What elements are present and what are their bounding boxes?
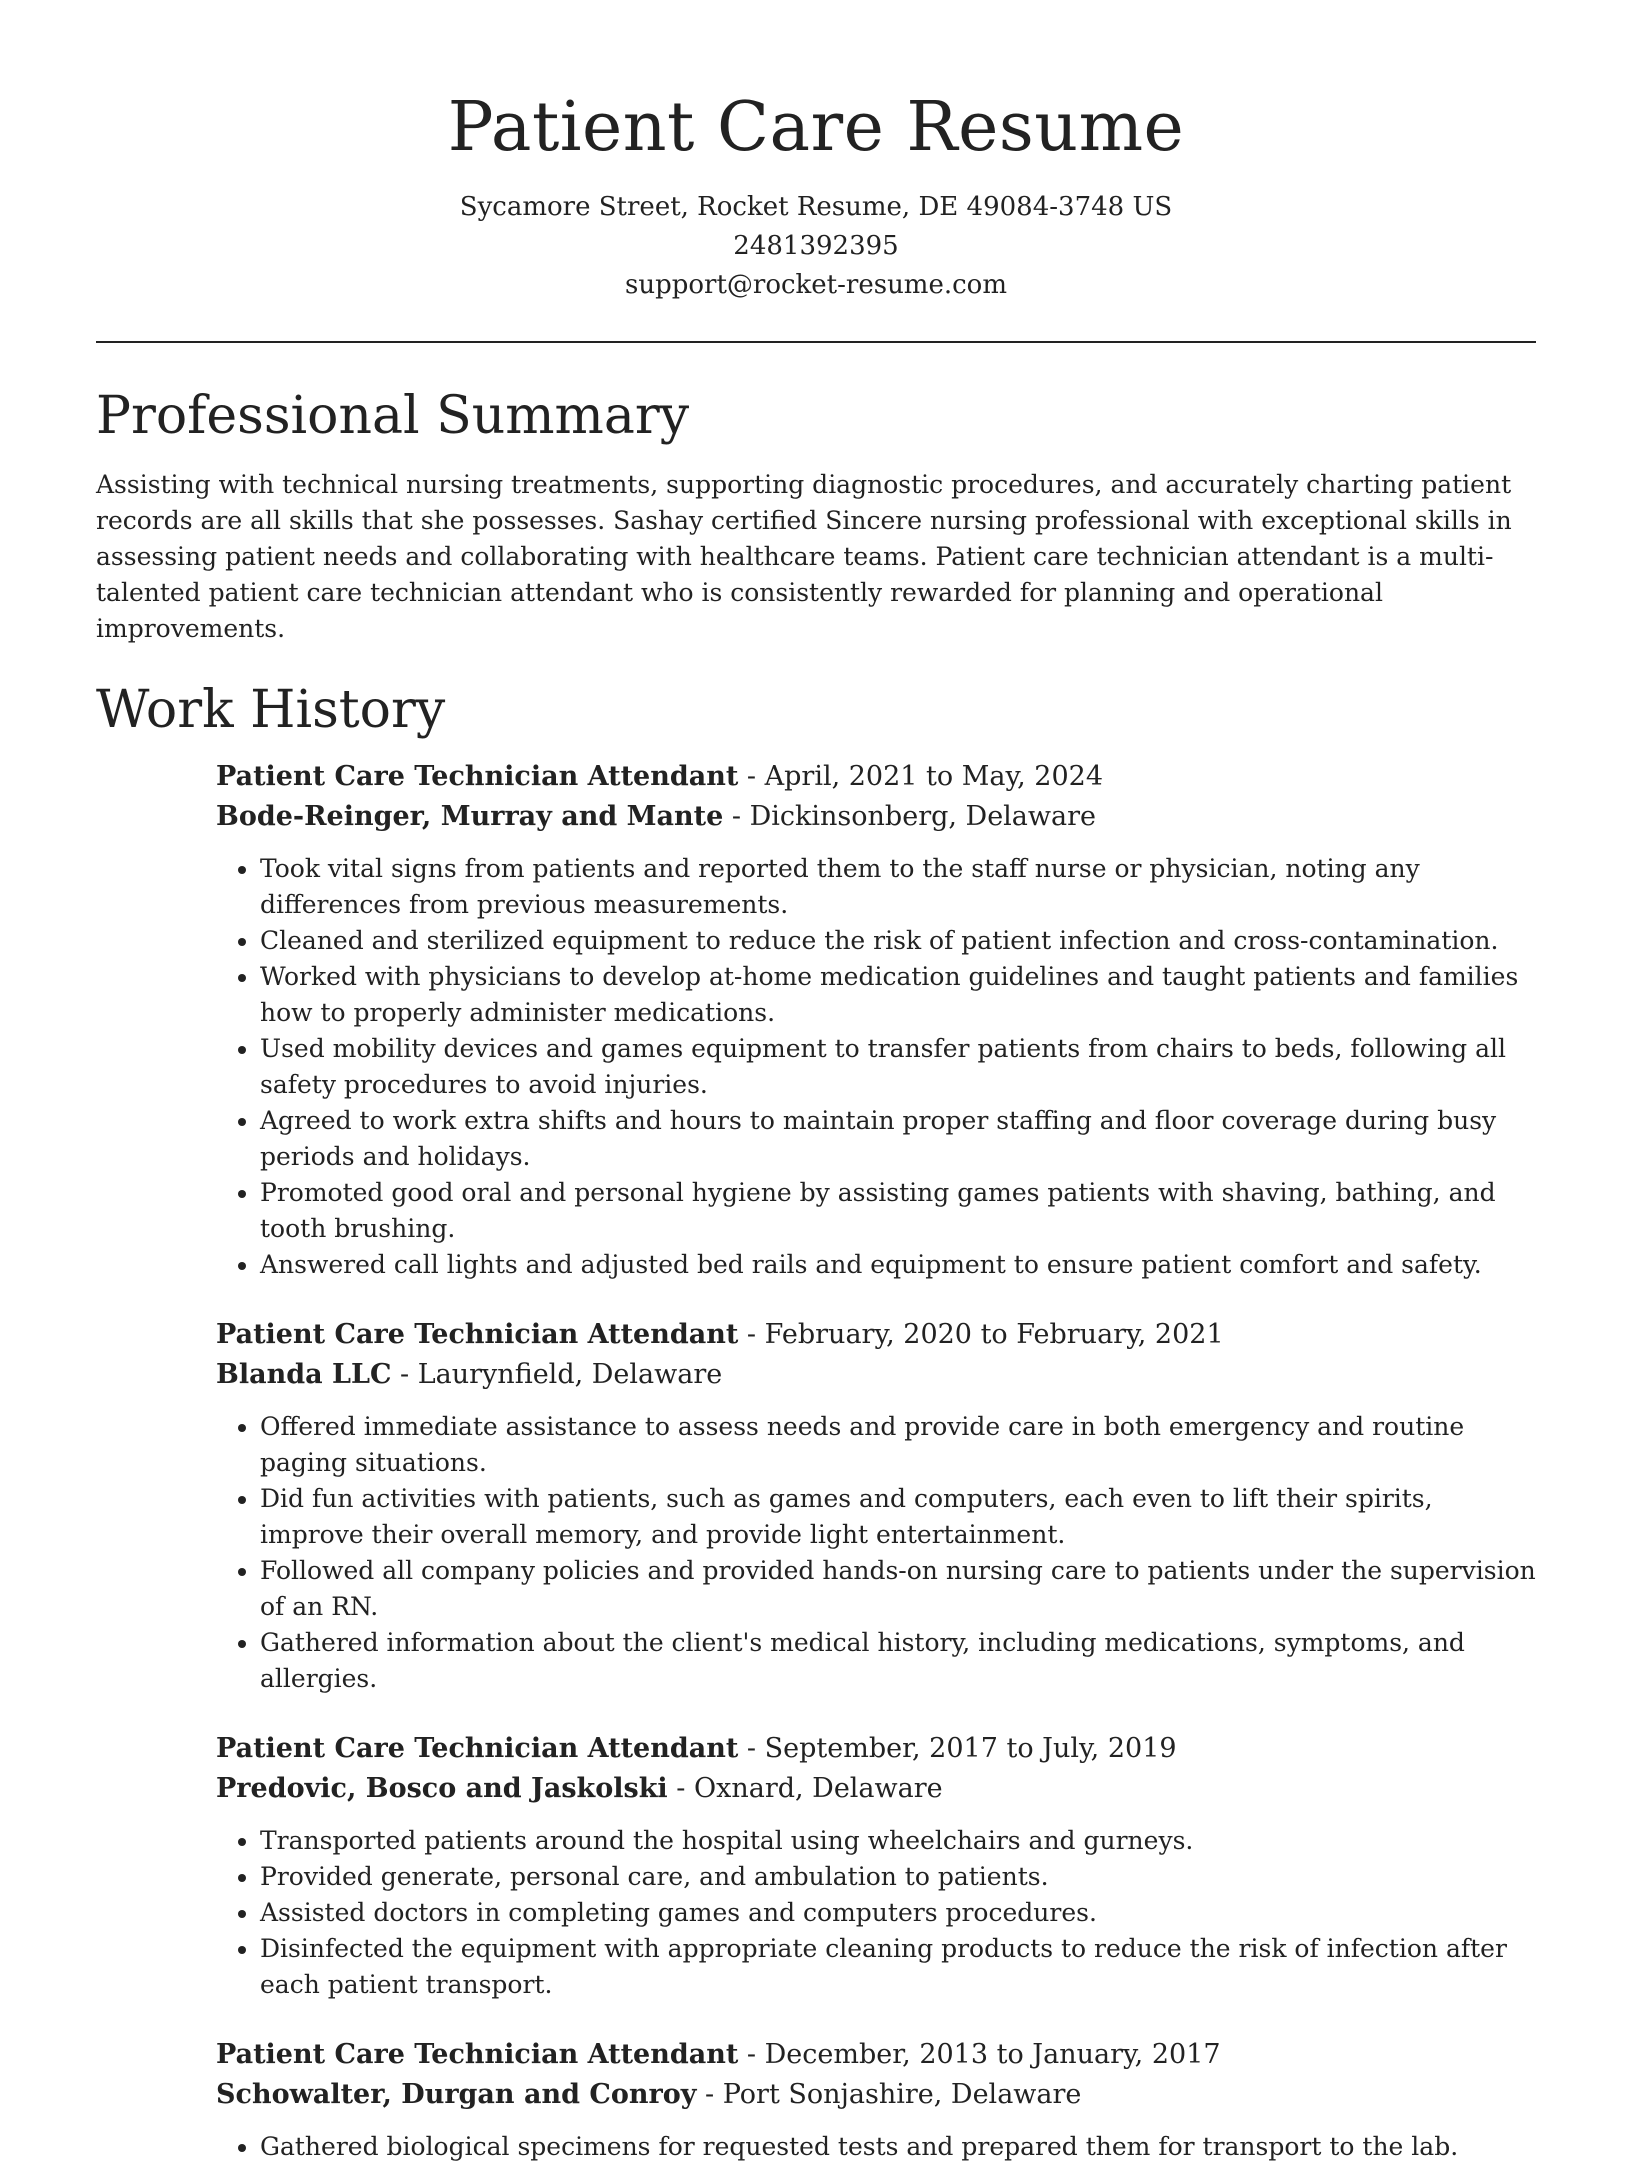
email-address: support@rocket-resume.com bbox=[624, 270, 1007, 300]
summary-heading: Professional Summary bbox=[96, 386, 690, 446]
job-dates: April, 2021 to May, 2024 bbox=[764, 761, 1104, 792]
job-dates: February, 2020 to February, 2021 bbox=[764, 1319, 1224, 1350]
work-history-heading: Work History bbox=[96, 680, 446, 740]
job-role: Patient Care Technician Attendant bbox=[216, 2039, 739, 2070]
resume-header bbox=[96, 0, 1536, 305]
job-bullet: • Disinfected the equipment with appropriate cleaning products to reduce the risk of infection after each patient transport. bbox=[260, 1931, 1536, 2003]
job-title-line: Patient Care Technician Attendant - September, 2017 to July, 2019 bbox=[216, 1733, 1177, 1764]
job-location: Dickinsonberg, Delaware bbox=[749, 801, 1096, 832]
job-bullets bbox=[216, 851, 1536, 1283]
resume-name: Patient Care Resume bbox=[447, 88, 1185, 167]
job-entry bbox=[216, 1315, 1536, 1697]
job-location: Port Sonjashire, Delaware bbox=[722, 2079, 1082, 2110]
job-location: Oxnard, Delaware bbox=[693, 1773, 943, 1804]
job-bullet: • Gathered biological specimens for requested tests and prepared them for transport to the lab. bbox=[260, 2129, 1536, 2165]
job-bullet: • Provided generate, personal care, and ambulation to patients. bbox=[260, 1859, 1536, 1895]
job-role: Patient Care Technician Attendant bbox=[216, 1319, 739, 1350]
job-role: Patient Care Technician Attendant bbox=[216, 1733, 739, 1764]
job-bullet: • Used mobility devices and games equipment to transfer patients from chairs to beds, following all safety procedures to avoid injuries. bbox=[260, 1031, 1536, 1103]
job-bullet: • Worked with physicians to develop at-home medication guidelines and taught patients and families how to properly administer medications. bbox=[260, 959, 1536, 1031]
job-company-line: Schowalter, Durgan and Conroy - Port Sonjashire, Delaware bbox=[216, 2079, 1082, 2110]
job-company: Bode-Reinger, Murray and Mante bbox=[216, 801, 724, 832]
job-dates: December, 2013 to January, 2017 bbox=[764, 2039, 1221, 2070]
job-bullets bbox=[216, 1823, 1536, 2003]
job-company: Schowalter, Durgan and Conroy bbox=[216, 2079, 697, 2110]
job-bullet: • Promoted good oral and personal hygiene by assisting games patients with shaving, bathing, and tooth brushing. bbox=[260, 1175, 1536, 1247]
job-company: Predovic, Bosco and Jaskolski bbox=[216, 1773, 668, 1804]
job-entry bbox=[216, 1729, 1536, 2003]
job-bullet: • Offered immediate assistance to assess needs and provide care in both emergency and routine paging situations. bbox=[260, 1409, 1536, 1481]
job-role: Patient Care Technician Attendant bbox=[216, 761, 739, 792]
job-bullet: • Agreed to work extra shifts and hours to maintain proper staffing and floor coverage during busy periods and holidays. bbox=[260, 1103, 1536, 1175]
job-entry bbox=[216, 2035, 1536, 2165]
job-title-line: Patient Care Technician Attendant - April, 2021 to May, 2024 bbox=[216, 761, 1104, 792]
job-bullet: • Answered call lights and adjusted bed rails and equipment to ensure patient comfort and safety. bbox=[260, 1247, 1536, 1283]
job-bullet: • Took vital signs from patients and reported them to the staff nurse or physician, noting any differences from previous measurements. bbox=[260, 851, 1536, 923]
address: Sycamore Street, Rocket Resume, DE 49084-3748 US bbox=[459, 192, 1173, 222]
job-bullets bbox=[216, 2129, 1536, 2165]
work-history-list bbox=[216, 757, 1536, 2165]
job-location: Laurynfield, Delaware bbox=[417, 1359, 723, 1390]
job-bullet: • Assisted doctors in completing games and computers procedures. bbox=[260, 1895, 1536, 1931]
job-bullet: • Gathered information about the client's medical history, including medications, symptoms, and allergies. bbox=[260, 1625, 1536, 1697]
job-bullet: • Did fun activities with patients, such as games and computers, each even to lift their spirits, improve their overall memory, and provide light entertainment. bbox=[260, 1481, 1536, 1553]
job-company-line: Predovic, Bosco and Jaskolski - Oxnard, Delaware bbox=[216, 1773, 943, 1804]
job-company: Blanda LLC bbox=[216, 1359, 392, 1390]
header-divider bbox=[96, 341, 1536, 343]
job-company-line: Blanda LLC - Laurynfield, Delaware bbox=[216, 1359, 723, 1390]
job-title-line: Patient Care Technician Attendant - December, 2013 to January, 2017 bbox=[216, 2039, 1221, 2070]
job-bullets bbox=[216, 1409, 1536, 1697]
phone-number: 2481392395 bbox=[733, 231, 899, 261]
job-company-line: Bode-Reinger, Murray and Mante - Dickinsonberg, Delaware bbox=[216, 801, 1096, 832]
resume-page bbox=[96, 0, 1536, 2165]
job-dates: September, 2017 to July, 2019 bbox=[764, 1733, 1177, 1764]
job-bullet: • Cleaned and sterilized equipment to reduce the risk of patient infection and cross-contamination. bbox=[260, 923, 1536, 959]
job-title-line: Patient Care Technician Attendant - February, 2020 to February, 2021 bbox=[216, 1319, 1224, 1350]
summary-text: Assisting with technical nursing treatments, supporting diagnostic procedures, and accurately charting patient records are all skills that she possesses. Sashay certified Sincere nursing professional with exceptional skills in assessing patient needs and collaborating with healthcare teams. Patient care technician attendant is a multi-talented patient care technician attendant who is consistently rewarded for planning and operational improvements. bbox=[96, 470, 1512, 643]
contact-info bbox=[96, 188, 1536, 305]
job-entry bbox=[216, 757, 1536, 1283]
job-bullet: • Transported patients around the hospital using wheelchairs and gurneys. bbox=[260, 1823, 1536, 1859]
job-bullet: • Followed all company policies and provided hands-on nursing care to patients under the supervision of an RN. bbox=[260, 1553, 1536, 1625]
